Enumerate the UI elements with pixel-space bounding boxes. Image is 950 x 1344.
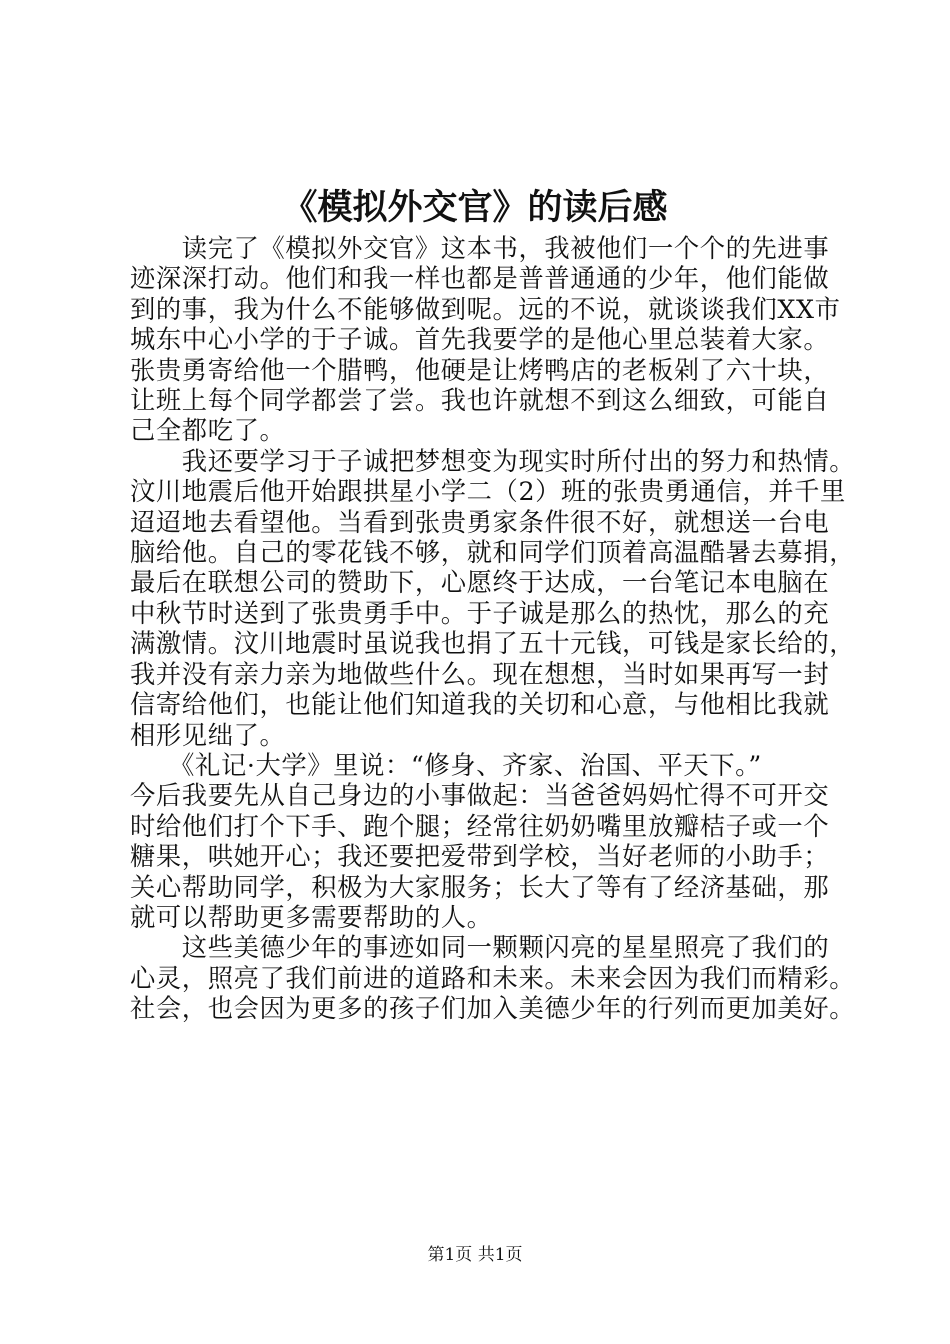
body-line: 这些美德少年的事迹如同一颗颗闪亮的星星照亮了我们的 [130,933,830,963]
body-line: 今后我要先从自己身边的小事做起：当爸爸妈妈忙得不可开交 [130,781,830,811]
body-line: 时给他们打个下手、跑个腿；经常往奶奶嘴里放瓣桔子或一个 [130,811,830,841]
document-title: 《模拟外交官》的读后感 [282,187,668,228]
body-line: 迹深深打动。他们和我一样也都是普普通通的少年，他们能做 [130,264,830,294]
body-line: 社会，也会因为更多的孩子们加入美德少年的行列而更加美好。 [130,994,856,1024]
body-line: 最后在联想公司的赞助下，心愿终于达成，一台笔记本电脑在 [130,568,830,598]
body-line: 脑给他。自己的零花钱不够，就和同学们顶着高温酷暑去募捐， [130,538,856,568]
body-line: 我并没有亲力亲为地做些什么。现在想想，当时如果再写一封 [130,659,830,689]
document-body [130,234,856,1025]
body-line: 读完了《模拟外交官》这本书，我被他们一个个的先进事 [130,234,830,263]
body-line: 关心帮助同学，积极为大家服务；长大了等有了经济基础，那 [130,872,830,902]
body-line: 我还要学习于子诚把梦想变为现实时所付出的努力和热情。 [130,446,856,476]
body-line: 就可以帮助更多需要帮助的人。 [130,902,493,932]
body-line: 己全都吃了。 [130,416,286,446]
body-line: 《礼记·大学》里说：“修身、齐家、治国、平天下。” [130,750,762,780]
body-line: 满激情。汶川地震时虽说我也捐了五十元钱，可钱是家长给的， [130,629,856,659]
body-line: 信寄给他们，也能让他们知道我的关切和心意，与他相比我就 [130,690,830,720]
body-line: 中秋节时送到了张贵勇手中。于子诚是那么的热忱，那么的充 [130,598,830,628]
body-line: 相形见绌了。 [130,720,286,750]
body-line: 心灵，照亮了我们前进的道路和未来。未来会因为我们而精彩。 [130,963,856,993]
body-line: 糖果，哄她开心；我还要把爱带到学校，当好老师的小助手； [130,842,830,872]
body-line: 到的事，我为什么不能够做到呢。远的不说，就谈谈我们XX市 [130,294,841,324]
body-line: 汶川地震后他开始跟拱星小学二（2）班的张贵勇通信，并千里 [130,477,846,507]
body-line: 迢迢地去看望他。当看到张贵勇家条件很不好，就想送一台电 [130,507,830,537]
body-line: 张贵勇寄给他一个腊鸭，他硬是让烤鸭店的老板剁了六十块， [130,355,830,385]
body-line: 城东中心小学的于子诚。首先我要学的是他心里总装着大家。 [130,325,830,355]
body-line: 让班上每个同学都尝了尝。我也许就想不到这么细致，可能自 [130,386,830,416]
page-footer: 第1页 共1页 [427,1245,523,1265]
